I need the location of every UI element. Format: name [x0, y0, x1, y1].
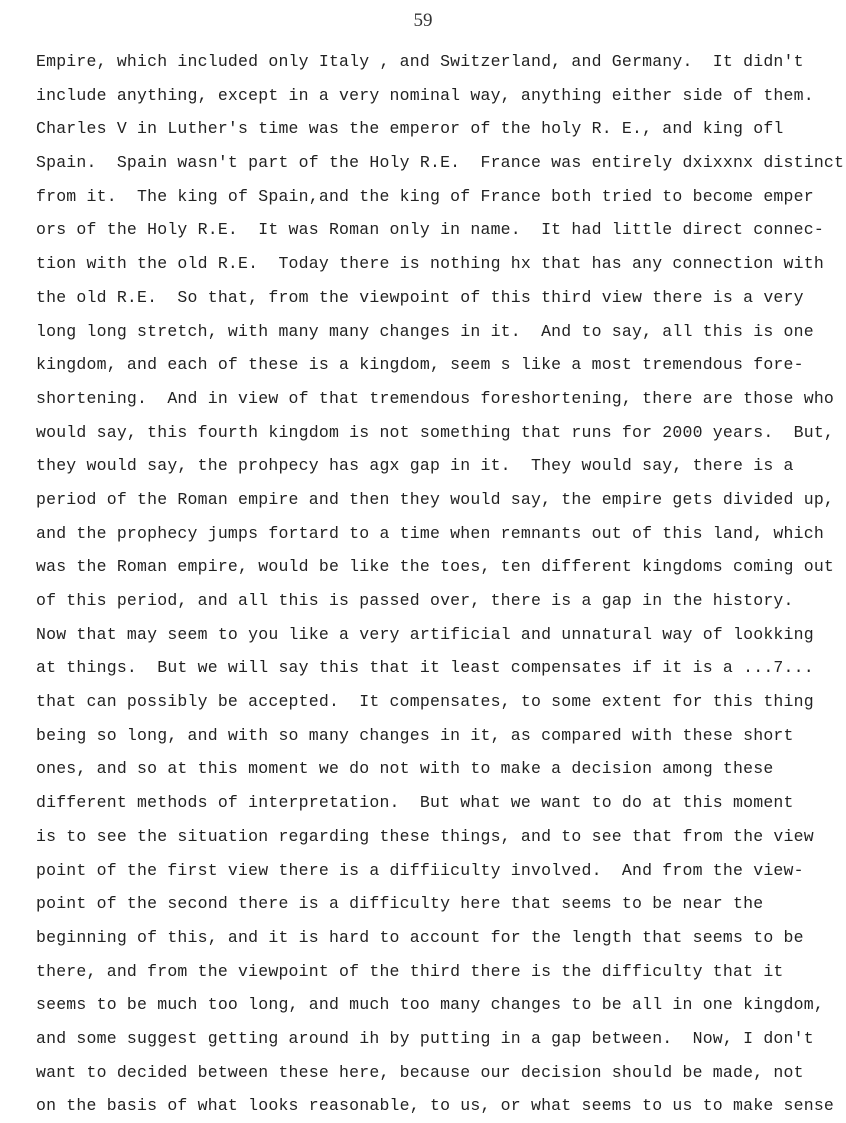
text-line: period of the Roman empire and then they would say, the empire gets divided up,	[36, 489, 835, 509]
text-line: point of the second there is a difficulty here that seems to be near the	[36, 894, 764, 914]
text-line: kingdom, and each of these is a kingdom, seem s like a most tremendous fore-	[36, 355, 804, 375]
text-line: and the prophecy jumps fortard to a time when remnants out of this land, which	[36, 523, 824, 543]
text-line: that can possibly be accepted. It compensates, to some extent for this thing	[36, 692, 814, 712]
text-line: beginning of this, and it is hard to account for the length that seems to be	[36, 927, 804, 947]
text-line: from it. The king of Spain,and the king of France both tried to become emper	[36, 186, 814, 206]
text-line: different methods of interpretation. But what we want to do at this moment	[36, 793, 794, 813]
text-line: at things. But we will say this that it least compensates if it is a ...7...	[36, 658, 814, 678]
text-line: Now that may seem to you like a very artificial and unnatural way of lookking	[36, 624, 814, 644]
text-line: shortening. And in view of that tremendous foreshortening, there are those who	[36, 388, 835, 408]
text-line: ones, and so at this moment we do not with to make a decision among these	[36, 759, 774, 779]
text-line: and some suggest getting around ih by putting in a gap between. Now, I don't	[36, 1028, 814, 1048]
text-line: on the basis of what looks reasonable, to us, or what seems to us to make sense	[36, 1096, 835, 1116]
text-line: ors of the Holy R.E. It was Roman only in name. It had little direct connec-	[36, 220, 824, 240]
text-line: is to see the situation regarding these things, and to see that from the view	[36, 826, 814, 846]
text-line: the old R.E. So that, from the viewpoint of this third view there is a very	[36, 287, 804, 307]
text-line: want to decided between these here, because our decision should be made, not	[36, 1062, 804, 1082]
body-text	[36, 45, 846, 1123]
page-number: 59	[413, 10, 433, 31]
text-line: Charles V in Luther's time was the emperor of the holy R. E., and king ofl	[36, 119, 784, 139]
text-line: Empire, which included only Italy , and Switzerland, and Germany. It didn't	[36, 52, 804, 71]
text-line: would say, this fourth kingdom is not something that runs for 2000 years. But,	[36, 422, 835, 442]
text-line: include anything, except in a very nominal way, anything either side of them.	[36, 85, 814, 105]
text-line: long long stretch, with many many changes in it. And to say, all this is one	[36, 321, 814, 341]
text-line: tion with the old R.E. Today there is nothing hx that has any connection with	[36, 254, 824, 274]
text-line: Spain. Spain wasn't part of the Holy R.E. France was entirely dxixxnx distinct	[36, 153, 845, 173]
text-line: was the Roman empire, would be like the toes, ten different kingdoms coming out	[36, 557, 835, 577]
text-line: of this period, and all this is passed over, there is a gap in the history.	[36, 591, 794, 610]
text-line: there, and from the viewpoint of the third there is the difficulty that it	[36, 961, 784, 981]
text-line: seems to be much too long, and much too many changes to be all in one kingdom,	[36, 995, 824, 1015]
text-line: being so long, and with so many changes in it, as compared with these short	[36, 725, 794, 745]
text-line: they would say, the prohpecy has agx gap in it. They would say, there is a	[36, 456, 794, 476]
text-line: point of the first view there is a diffiiculty involved. And from the view-	[36, 860, 804, 880]
